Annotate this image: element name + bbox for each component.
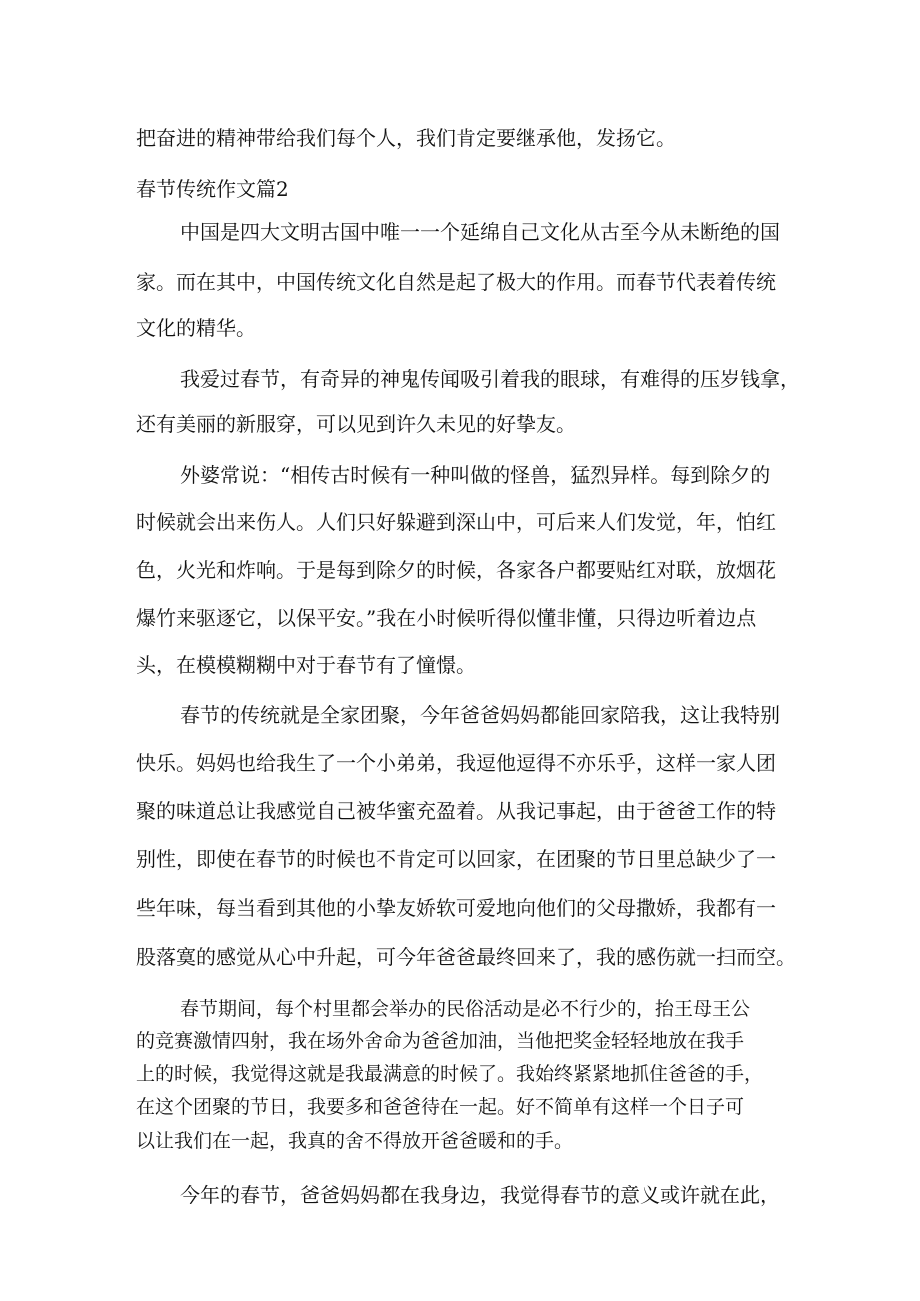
paragraph-line: 爆竹来驱逐它，以保平安。”我在小时候听得似懂非懂，只得边听着边点 (136, 606, 757, 630)
paragraph-line: 今年的春节，爸爸妈妈都在我身边，我觉得春节的意义或许就在此， (180, 1183, 780, 1207)
paragraph-line: 家。而在其中，中国传统文化自然是起了极大的作用。而春节代表着传统 (136, 270, 776, 294)
paragraph-line: 的竞赛激情四射，我在场外舍命为爸爸加油，当他把奖金轻轻地放在我手 (136, 1030, 745, 1052)
paragraph-line: 色，火光和炸响。于是每到除夕的时候，各家各户都要贴红对联，放烟花 (136, 558, 776, 582)
paragraph-line: 春节的传统就是全家团聚，今年爸爸妈妈都能回家陪我，这让我特别 (180, 703, 780, 727)
paragraph-line: 还有美丽的新服穿，可以见到许久未见的好挚友。 (136, 412, 576, 436)
paragraph-line: 上的时候，我觉得这就是我最满意的时候了。我始终紧紧地抓住爸爸的手， (136, 1063, 764, 1085)
paragraph-line: 中国是四大文明古国中唯一一个延绵自己文化从古至今从未断绝的国 (180, 220, 780, 244)
paragraph-line: 我爱过春节，有奇异的神鬼传闻吸引着我的眼球，有难得的压岁钱拿， (180, 367, 800, 391)
section-heading: 春节传统作文篇2 (136, 177, 289, 201)
text-line: 把奋进的精神带给我们每个人，我们肯定要继承他，发扬它。 (136, 126, 676, 150)
paragraph-line: 以让我们在一起，我真的舍不得放开爸爸暖和的手。 (136, 1130, 574, 1152)
paragraph-line: 快乐。妈妈也给我生了一个小弟弟，我逗他逗得不亦乐乎，这样一家人团 (136, 751, 776, 775)
paragraph-line: 聚的味道总让我感觉自己被华蜜充盈着。从我记事起，由于爸爸工作的特 (136, 799, 776, 823)
paragraph-line: 头，在模模糊糊中对于春节有了憧憬。 (136, 653, 476, 677)
paragraph-line: 别性，即使在春节的时候也不肯定可以回家，在团聚的节日里总缺少了一 (136, 847, 776, 871)
paragraph-line: 春节期间，每个村里都会举办的民俗活动是必不行少的，抬王母王公 (180, 998, 751, 1020)
paragraph-line: 文化的精华。 (136, 316, 256, 340)
paragraph-line: 些年味，每当看到其他的小挚友娇软可爱地向他们的父母撒娇，我都有一 (136, 896, 776, 920)
paragraph-line: 时候就会出来伤人。人们只好躲避到深山中，可后来人们发觉，年，怕红 (136, 510, 776, 534)
paragraph-line: 在这个团聚的节日，我要多和爸爸待在一起。好不简单有这样一个日子可 (136, 1096, 745, 1118)
paragraph-line: 外婆常说：“相传古时候有一种叫做的怪兽，猛烈异样。每到除夕的 (180, 463, 771, 487)
paragraph-line: 股落寞的感觉从心中升起，可今年爸爸最终回来了，我的感伤就一扫而空。 (136, 945, 796, 969)
